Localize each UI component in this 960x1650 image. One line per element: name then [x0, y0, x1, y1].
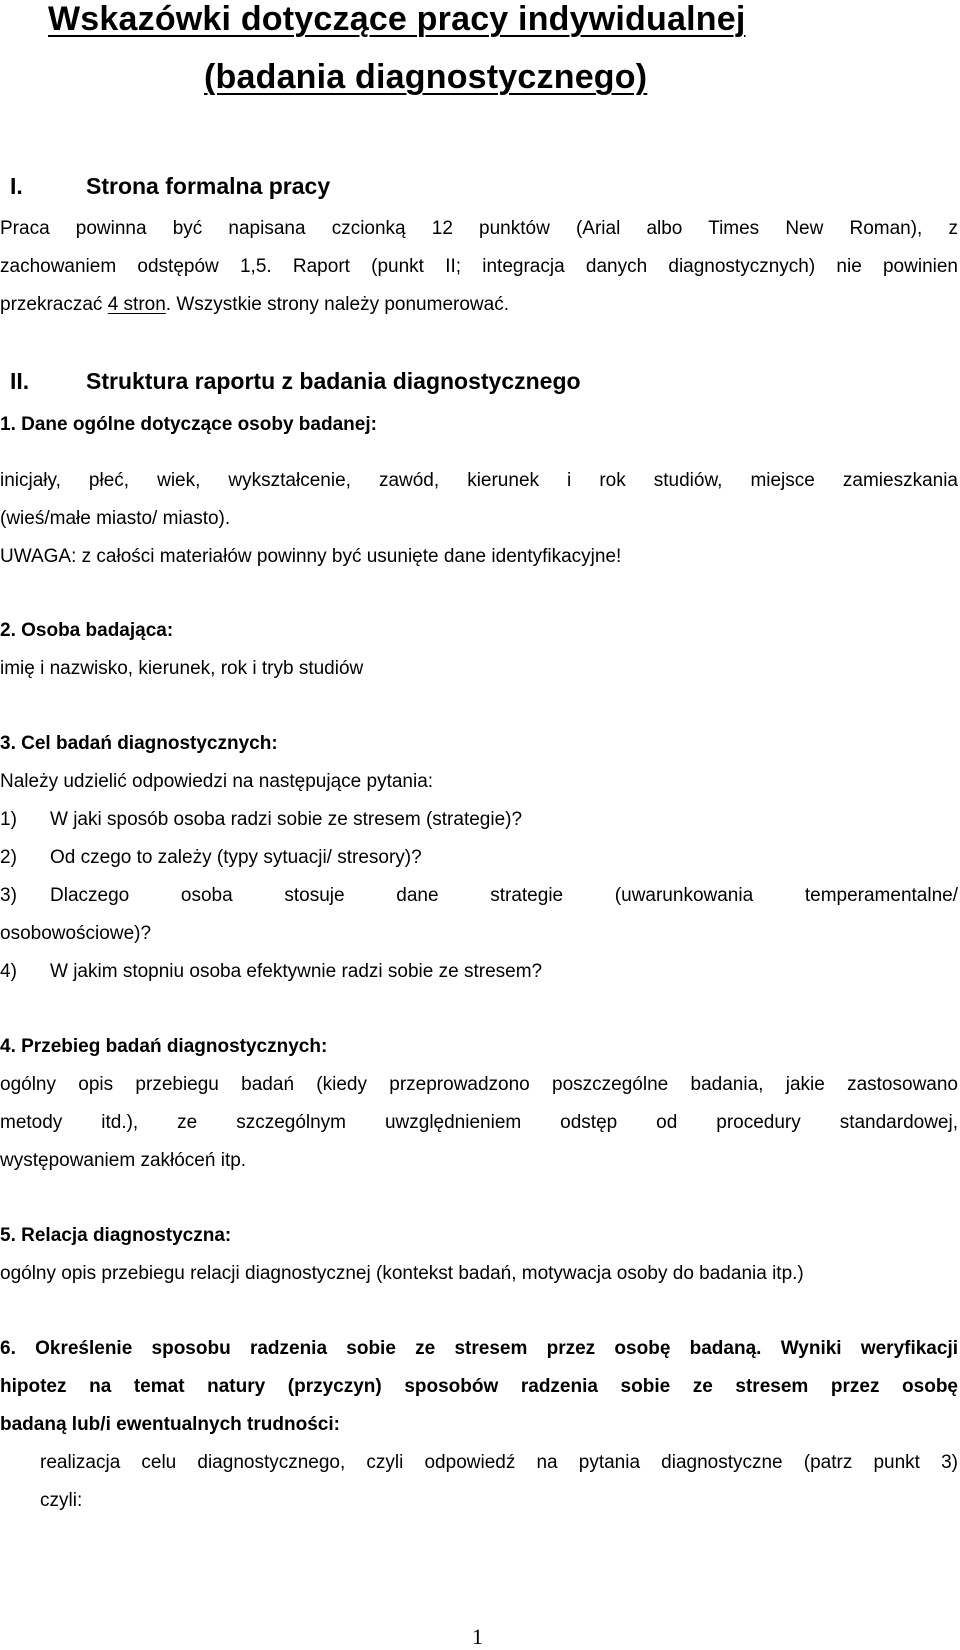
page-limit-underlined: 4 stron [107, 294, 166, 315]
item-3-intro: Należy udzielić odpowiedzi na następujące pytania: [0, 771, 434, 792]
question-3: 3) Dlaczego osoba stosuje dane strategie (uwarunkowania temperamentalne/ [0, 885, 958, 906]
section-1-number: I. [10, 173, 23, 199]
item-5-heading: 5. Relacja diagnostyczna: [0, 1225, 232, 1246]
question-1: 1) W jaki sposób osoba radzi sobie ze stresem (strategie)? [0, 809, 523, 830]
item-6-text-line-2: czyli: [40, 1490, 83, 1511]
item-1-heading: 1. Dane ogólne dotyczące osoby badanej: [0, 414, 377, 435]
section-1-line-1: Praca powinna być napisana czcionką 12 punktów (Arial albo Times New Roman), z [0, 218, 958, 239]
item-2-text: imię i nazwisko, kierunek, rok i tryb studiów [0, 658, 364, 679]
item-5-text: ogólny opis przebiegu relacji diagnostycznej (kontekst badań, motywacja osoby do badania itp.) [0, 1263, 804, 1284]
item-6-heading-line-2: hipotez na temat natury (przyczyn) sposobów radzenia sobie ze stresem przez osobę [0, 1376, 958, 1397]
question-4: 4) W jakim stopniu osoba efektywnie radzi sobie ze stresem? [0, 961, 543, 982]
item-4-line-3: występowaniem zakłóceń itp. [0, 1150, 247, 1171]
item-3-heading: 3. Cel badań diagnostycznych: [0, 733, 278, 754]
section-2-title: Struktura raportu z badania diagnostycznego [86, 368, 581, 394]
section-2-number: II. [10, 368, 30, 394]
item-1-line-2: (wieś/małe miasto/ miasto). [0, 508, 231, 529]
item-4-line-1: ogólny opis przebiegu badań (kiedy przeprowadzono poszczególne badania, jakie zastosowano [0, 1074, 958, 1095]
question-3-continued: osobowościowe)? [0, 923, 152, 944]
item-4-line-2: metody itd.), ze szczególnym uwzględnieniem odstęp od procedury standardowej, [0, 1112, 958, 1133]
item-6-text-line-1: realizacja celu diagnostycznego, czyli odpowiedź na pytania diagnostyczne (patrz punkt 3) [40, 1452, 958, 1473]
document-title-line-2: (badania diagnostycznego) [204, 58, 648, 96]
item-6-heading-line-3: badaną lub/i ewentualnych trudności: [0, 1414, 340, 1435]
section-1-heading [10, 173, 330, 200]
section-1-line-2: zachowaniem odstępów 1,5. Raport (punkt II; integracja danych diagnostycznych) nie powinien [0, 256, 958, 277]
document-title-line-1: Wskazówki dotyczące pracy indywidualnej [48, 0, 746, 38]
section-1-line-3: przekraczać 4 stron. Wszystkie strony należy ponumerować. [0, 294, 509, 315]
item-6-heading-line-1: 6. Określenie sposobu radzenia sobie ze stresem przez osobę badaną. Wyniki weryfikacji [0, 1338, 958, 1359]
section-1-title: Strona formalna pracy [86, 173, 331, 199]
question-2: 2) Od czego to zależy (typy sytuacji/ stresory)? [0, 847, 422, 868]
item-1-note: UWAGA: z całości materiałów powinny być usunięte dane identyfikacyjne! [0, 546, 622, 567]
item-4-heading: 4. Przebieg badań diagnostycznych: [0, 1036, 328, 1057]
section-2-heading [10, 368, 581, 395]
page-number: 1 [472, 1624, 483, 1649]
item-1-line-1: inicjały, płeć, wiek, wykształcenie, zawód, kierunek i rok studiów, miejsce zamieszkania [0, 470, 958, 491]
item-2-heading: 2. Osoba badająca: [0, 620, 174, 641]
